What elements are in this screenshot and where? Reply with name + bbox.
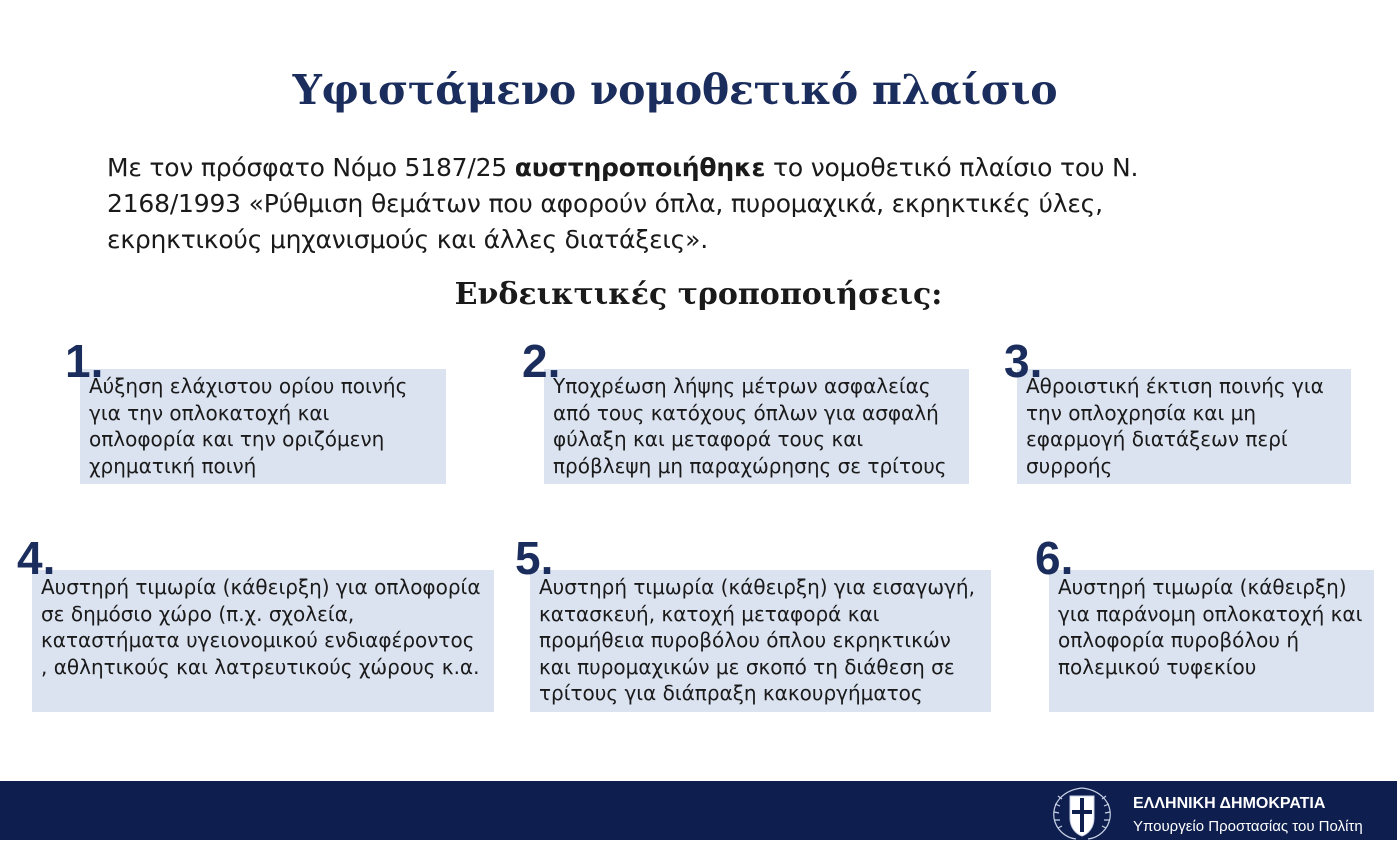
amendment-number-2: 2. — [522, 335, 561, 387]
amendment-box-5: Αυστηρή τιμωρία (κάθειρξη) για εισαγωγή, κατασκευή, κατοχή μεταφορά και προμήθεια πυροβόλου όπλου εκρηκτικών και πυρομαχικών με σκοπό τη διάθεση σε τρίτους για διάπραξη κακουργήματος — [530, 570, 991, 712]
amendment-box-3: Αθροιστική έκτιση ποινής για την οπλοχρησία και μη εφαρμογή διατάξεων περί συρροής — [1017, 369, 1351, 484]
intro-text-start: Με τον πρόσφατο Νόμο 5187/25 — [107, 153, 515, 182]
amendment-box-1: Αύξηση ελάχιστου ορίου ποινής για την οπλοκατοχή και οπλοφορία και την οριζόμενη χρηματική ποινή — [80, 369, 446, 484]
greek-coat-of-arms-icon — [1046, 784, 1118, 844]
intro-paragraph — [107, 150, 1247, 258]
amendment-number-4: 4. — [17, 532, 56, 584]
amendment-number-6: 6. — [1035, 532, 1074, 584]
footer-ministry-name: Υπουργείο Προστασίας του Πολίτη — [1133, 818, 1363, 835]
slide-title: Υφιστάμενο νομοθετικό πλαίσιο — [292, 66, 1058, 114]
amendment-box-2: Υποχρέωση λήψης μέτρων ασφαλείας από τους κατόχους όπλων για ασφαλή φύλαξη και μεταφορά τους και πρόβλεψη μη παραχώρησης σε τρίτους — [544, 369, 969, 484]
amendment-box-4: Αυστηρή τιμωρία (κάθειρξη) για οπλοφορία σε δημόσιο χώρο (π.χ. σχολεία, καταστήματα υγειονομικού ενδιαφέροντος , αθλητικούς και λατρευτικούς χώρους κ.α. — [32, 570, 494, 712]
intro-text-emphasis: αυστηροποιήθηκε — [514, 153, 766, 182]
footer-country-name: ΕΛΛΗΝΙΚΗ ΔΗΜΟΚΡΑΤΙΑ — [1133, 795, 1326, 812]
amendment-number-1: 1. — [65, 335, 104, 387]
amendment-number-3: 3. — [1004, 335, 1043, 387]
amendment-number-5: 5. — [515, 532, 554, 584]
amendment-box-6: Αυστηρή τιμωρία (κάθειρξη) για παράνομη οπλοκατοχή και οπλοφορία πυροβόλου ή πολεμικού τυφεκίου — [1049, 570, 1374, 712]
section-subtitle: Ενδεικτικές τροποποιήσεις: — [454, 277, 943, 312]
intro-text-end: το νομοθετικό πλαίσιο του Ν. 2168/1993 «Ρύθμιση θεμάτων που αφορούν όπλα, πυρομαχικά, εκρηκτικές ύλες, εκρηκτικούς μηχανισμούς και άλλες διατάξεις». — [107, 153, 1139, 254]
